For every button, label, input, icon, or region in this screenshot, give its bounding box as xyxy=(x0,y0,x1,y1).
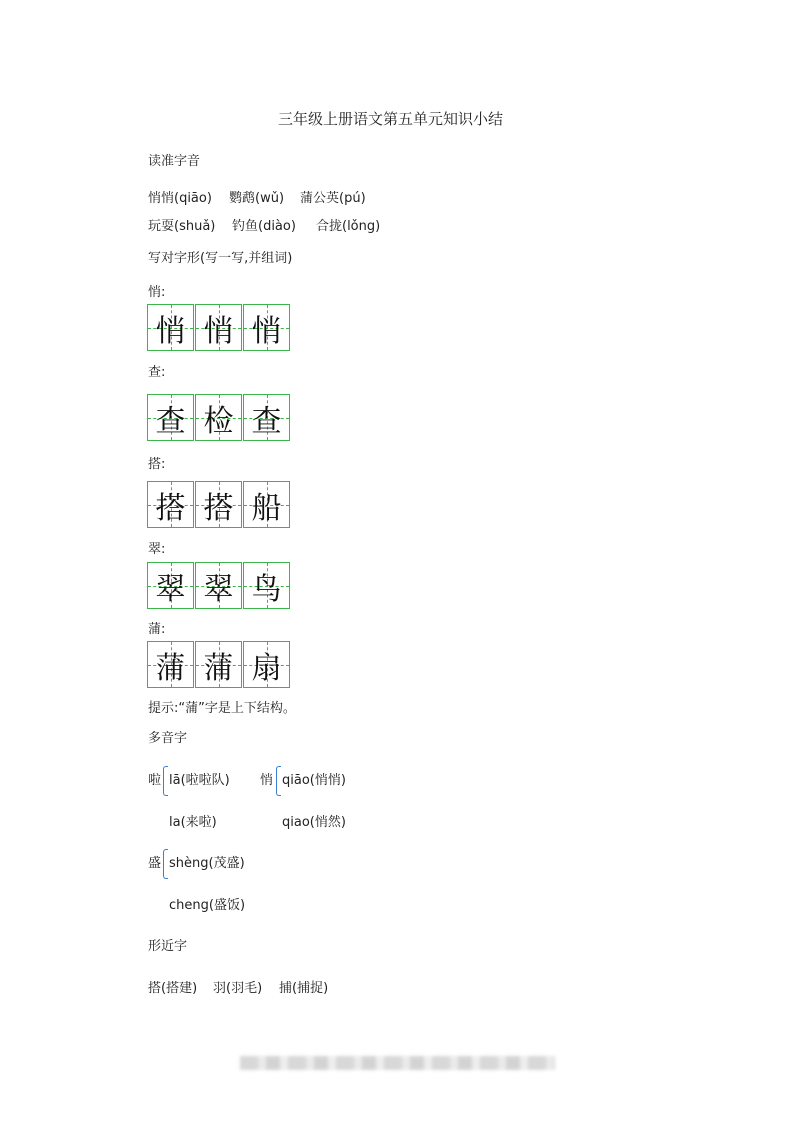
page-title: 三年级上册语文第五单元知识小结 xyxy=(278,110,504,128)
grid-char: 检 xyxy=(203,403,234,439)
writing-grid xyxy=(147,304,291,351)
grid-char: 扇 xyxy=(251,650,282,686)
pronunciation-item: 钓鱼(diào) xyxy=(232,219,296,234)
tianzige-cell xyxy=(147,562,194,609)
polyphonic-char: 啦 xyxy=(148,773,162,788)
writing-group-label: 搭: xyxy=(148,457,166,472)
polyphonic-reading: cheng(盛饭) xyxy=(169,898,246,913)
tianzige-cell xyxy=(195,394,242,441)
blurred-footer-watermark xyxy=(240,1056,555,1070)
tianzige-cell xyxy=(195,641,242,688)
tianzige-cell xyxy=(147,394,194,441)
tianzige-cell xyxy=(243,481,290,528)
section-heading-similar: 形近字 xyxy=(148,939,188,954)
tianzige-cell xyxy=(243,394,290,441)
polyphonic-reading: qiao(悄然) xyxy=(282,815,346,830)
grid-char: 蒲 xyxy=(155,650,186,686)
hint-text: 提示:“蒲”字是上下结构。 xyxy=(148,701,296,716)
brace xyxy=(163,766,168,796)
writing-grid xyxy=(147,562,291,609)
grid-char: 悄 xyxy=(203,313,234,349)
grid-char: 查 xyxy=(155,403,186,439)
brace xyxy=(276,766,281,796)
section-heading-polyphonic: 多音字 xyxy=(148,731,188,746)
section-heading-writing: 写对字形(写一写,并组词) xyxy=(148,251,293,266)
grid-char: 翠 xyxy=(203,571,234,607)
polyphonic-reading: lā(啦啦队) xyxy=(169,773,230,788)
writing-group-label: 蒲: xyxy=(148,622,166,637)
tianzige-cell xyxy=(147,481,194,528)
tianzige-cell xyxy=(195,304,242,351)
grid-char: 船 xyxy=(251,490,282,526)
polyphonic-reading: la(来啦) xyxy=(169,815,217,830)
tianzige-cell xyxy=(195,562,242,609)
tianzige-cell xyxy=(147,641,194,688)
pronunciation-item: 玩耍(shuǎ) xyxy=(148,219,216,234)
similar-item: 羽(羽毛) xyxy=(213,981,263,996)
tianzige-cell xyxy=(195,481,242,528)
pronunciation-item: 鹦鹉(wǔ) xyxy=(229,191,285,206)
tianzige-cell xyxy=(243,304,290,351)
writing-grid xyxy=(147,641,291,688)
polyphonic-reading: shèng(茂盛) xyxy=(169,856,245,871)
pronunciation-item: 合拢(lǒng) xyxy=(316,219,381,234)
grid-char: 搭 xyxy=(203,490,234,526)
polyphonic-reading: qiāo(悄悄) xyxy=(282,773,346,788)
writing-group-label: 翠: xyxy=(148,542,166,557)
brace xyxy=(163,849,168,879)
grid-char: 搭 xyxy=(155,490,186,526)
tianzige-cell xyxy=(243,562,290,609)
writing-group-label: 查: xyxy=(148,365,166,380)
grid-char: 悄 xyxy=(251,313,282,349)
grid-char: 鸟 xyxy=(251,571,282,607)
writing-group-label: 悄: xyxy=(148,285,166,300)
section-heading-pronunciation: 读准字音 xyxy=(148,154,201,169)
tianzige-cell xyxy=(243,641,290,688)
grid-char: 查 xyxy=(251,403,282,439)
tianzige-cell xyxy=(147,304,194,351)
writing-grid xyxy=(147,394,291,441)
similar-item: 搭(搭建) xyxy=(148,981,198,996)
writing-grid xyxy=(147,481,291,528)
grid-char: 翠 xyxy=(155,571,186,607)
polyphonic-char: 盛 xyxy=(148,856,162,871)
pronunciation-item: 蒲公英(pú) xyxy=(300,191,366,206)
grid-char: 蒲 xyxy=(203,650,234,686)
polyphonic-char: 悄 xyxy=(260,773,274,788)
similar-item: 捕(捕捉) xyxy=(279,981,329,996)
grid-char: 悄 xyxy=(155,313,186,349)
pronunciation-item: 悄悄(qiāo) xyxy=(148,191,212,206)
